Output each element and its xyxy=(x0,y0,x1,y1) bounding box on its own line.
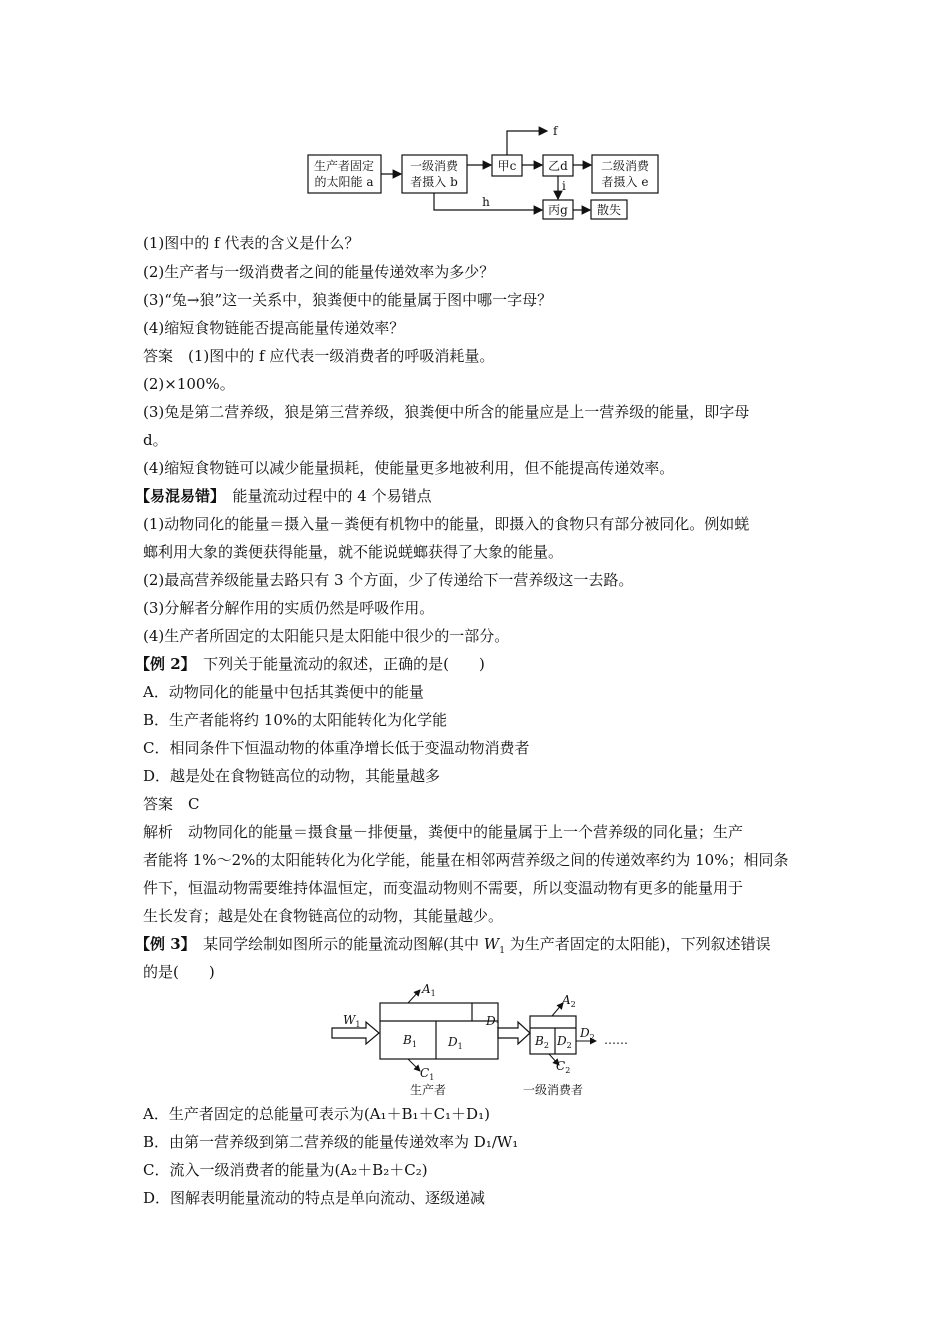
secondary-label-2: 者摄入 e xyxy=(601,175,649,189)
d2-arrow-label: D xyxy=(580,1026,590,1040)
example-3-option-a: A．生产者固定的总能量可表示为(A₁＋B₁＋C₁＋D₁) xyxy=(143,1105,490,1123)
svg-text:C2 xyxy=(556,1059,570,1075)
answer-3-line-2: d。 xyxy=(143,431,168,449)
example-3-stem-line-1 xyxy=(135,934,771,961)
svg-text:A2 xyxy=(561,993,576,1009)
consumer-caption: 一级消费者 xyxy=(522,1083,584,1097)
producer-label-2: 的太阳能 a xyxy=(314,175,374,189)
a2-label: A xyxy=(562,993,571,1007)
w1-sub: 1 xyxy=(355,1020,361,1029)
energy-flow-diagram-1 xyxy=(0,0,950,230)
example-2-label: 【例 2】 xyxy=(135,655,189,673)
error-3: (3)分解者分解作用的实质仍然是呼吸作用。 xyxy=(143,599,435,617)
f-label: f xyxy=(553,124,558,138)
svg-text:D2 xyxy=(556,1034,572,1050)
question-4: (4)缩短食物链能否提高能量传递效率？ xyxy=(143,319,405,337)
svg-text:A1 xyxy=(421,982,436,998)
svg-text:C1 xyxy=(420,1066,434,1082)
a1-label: A xyxy=(422,982,431,996)
example-2-option-a: A．动物同化的能量中包括其粪便中的能量 xyxy=(143,683,424,701)
error-1-line-2: 螂利用大象的粪便获得能量，就不能说蜣螂获得了大象的能量。 xyxy=(143,543,564,561)
arrow-f xyxy=(507,131,547,155)
answer-2: (2)×100%。 xyxy=(143,375,235,393)
error-2: (2)最高营养级能量去路只有 3 个方面，少了传递给下一营养级这一去路。 xyxy=(143,571,634,589)
example-3-option-c: C．流入一级消费者的能量为(A₂＋B₂＋C₂) xyxy=(143,1161,428,1179)
d2-in-sub: 2 xyxy=(566,1041,572,1050)
primary-label-1: 一级消费 xyxy=(409,159,459,173)
c1-label: C xyxy=(420,1066,430,1080)
example-2-stem: 下列关于能量流动的叙述，正确的是( ) xyxy=(188,655,485,673)
b1-label: B xyxy=(403,1033,412,1047)
svg-text:B1 xyxy=(402,1033,417,1049)
example-2-analysis-2: 者能将 1%～2%的太阳能转化为化学能，能量在相邻两营养级之间的传递效率约为 10%；相同条 xyxy=(143,851,789,869)
producer-caption: 生产者 xyxy=(409,1083,447,1097)
c1-sub: 1 xyxy=(429,1073,435,1082)
d1-hollow-arrow xyxy=(495,1021,530,1044)
h-label: h xyxy=(482,195,490,209)
errors-title: 能量流动过程中的 4 个易错点 xyxy=(217,487,432,505)
dots-label: …… xyxy=(604,1033,628,1047)
c2-sub: 2 xyxy=(565,1066,571,1075)
producer-label-1: 生产者固定 xyxy=(313,159,375,173)
arrow-c1 xyxy=(408,1059,420,1071)
answer-4: (4)缩短食物链可以减少能量损耗，使能量更多地被利用，但不能提高传递效率。 xyxy=(143,459,675,477)
errors-heading: 【易混易错】 xyxy=(135,487,218,505)
svg-text:W1 xyxy=(343,1013,360,1029)
error-4: (4)生产者所固定的太阳能只是太阳能中很少的一部分。 xyxy=(143,627,510,645)
question-3: (3)“兔→狼”这一关系中，狼粪便中的能量属于图中哪一字母？ xyxy=(143,291,553,309)
secondary-label-1: 二级消费 xyxy=(600,159,650,173)
errors-heading-line xyxy=(135,486,432,506)
example-3-option-b: B．由第一营养级到第二营养级的能量传递效率为 D₁/W₁ xyxy=(143,1133,519,1151)
d1-in-label: D xyxy=(448,1035,458,1049)
b2-label: B xyxy=(535,1034,544,1048)
error-1-line-1: (1)动物同化的能量＝摄入量－粪便有机物中的能量，即摄入的食物只有部分被同化。例如蜣 xyxy=(143,515,750,533)
example-2-option-d: D．越是处在食物链高位的动物，其能量越多 xyxy=(143,767,441,785)
example-3-stem-w: W xyxy=(483,935,500,953)
example-2-analysis-4: 生长发育；越是处在食物链高位的动物，其能量越少。 xyxy=(143,907,504,925)
i-label: i xyxy=(562,179,566,193)
example-3-stem-a: 某同学绘制如图所示的能量流动图解(其中 xyxy=(188,935,484,953)
arrow-a1 xyxy=(408,990,420,1003)
d1-in-sub: 1 xyxy=(457,1042,463,1051)
svg-text:D1 xyxy=(447,1035,463,1051)
d1-arrow-label: D xyxy=(486,1014,496,1028)
example-3-label: 【例 3】 xyxy=(135,935,189,953)
example-3-stem-b: 为生产者固定的太阳能)，下列叙述错误 xyxy=(504,935,771,953)
example-2-analysis-1: 解析 动物同化的能量＝摄食量－排便量，粪便中的能量属于上一个营养级的同化量；生产 xyxy=(143,823,744,841)
b1-sub: 1 xyxy=(411,1040,417,1049)
example-3-option-d: D．图解表明能量流动的特点是单向流动、逐级递减 xyxy=(143,1189,486,1207)
b2-sub: 2 xyxy=(543,1041,549,1050)
example-2-option-c: C．相同条件下恒温动物的体重净增长低于变温动物消费者 xyxy=(143,739,530,757)
question-2: (2)生产者与一级消费者之间的能量传递效率为多少？ xyxy=(143,263,495,281)
example-2-analysis-3: 件下，恒温动物需要维持体温恒定，而变温动物则不需要，所以变温动物有更多的能量用于 xyxy=(143,879,744,897)
svg-text:B2 xyxy=(534,1034,549,1050)
jia-label: 甲c xyxy=(497,159,517,173)
w1-label: W xyxy=(343,1013,356,1027)
a1-sub: 1 xyxy=(430,989,436,998)
yi-label: 乙d xyxy=(548,159,568,173)
d2-in-label: D xyxy=(557,1034,567,1048)
primary-label-2: 者摄入 b xyxy=(410,175,458,189)
bing-label: 丙g xyxy=(548,203,568,217)
producer-outer-box xyxy=(380,1003,498,1059)
a2-sub: 2 xyxy=(570,1000,576,1009)
energy-flow-diagram-2 xyxy=(0,980,950,1110)
question-1: (1)图中的 f 代表的含义是什么？ xyxy=(143,234,360,252)
svg-text:D2 xyxy=(579,1026,595,1042)
answer-3-line-1: (3)兔是第二营养级，狼是第三营养级，狼粪便中所含的能量应是上一营养级的能量，即字母 xyxy=(143,403,750,421)
example-2-answer: 答案 C xyxy=(143,795,200,813)
answer-1: 答案 (1)图中的 f 应代表一级消费者的呼吸消耗量。 xyxy=(143,347,495,365)
example-3-stem-line-2: 的是( ) xyxy=(143,963,215,981)
sanshi-label: 散失 xyxy=(596,203,622,217)
d1-arrow-sub: 1 xyxy=(495,1021,501,1030)
c2-label: C xyxy=(556,1059,566,1073)
example-2-stem-line xyxy=(135,654,485,674)
d2-arrow-sub: 2 xyxy=(589,1033,595,1042)
example-3-stem-w-sub: 1 xyxy=(499,946,505,956)
example-2-option-b: B．生产者能将约 10%的太阳能转化为化学能 xyxy=(143,711,448,729)
